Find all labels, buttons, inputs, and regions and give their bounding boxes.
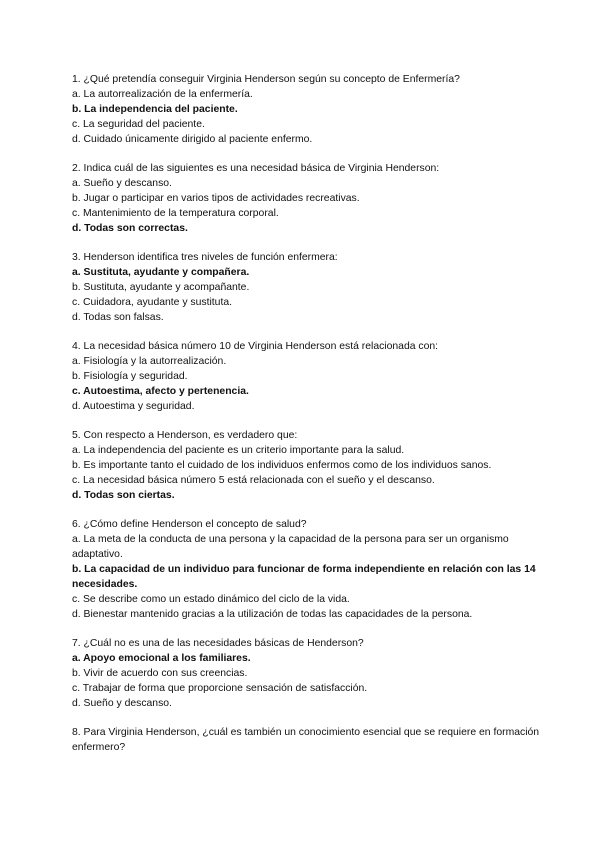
question-2: [72, 161, 560, 236]
option-c-correct: c. Autoestima, afecto y pertenencia.: [72, 386, 249, 397]
option-a-correct: a. Apoyo emocional a los familiares.: [72, 653, 251, 664]
question-6: [72, 517, 560, 622]
question-3: [72, 250, 560, 325]
option-d: d. Todas son falsas.: [72, 312, 164, 323]
option-b: b. Es importante tanto el cuidado de los individuos enfermos como de los individuos sanos.: [72, 460, 492, 471]
option-d: d. Sueño y descanso.: [72, 698, 172, 709]
question-1: [72, 72, 560, 147]
option-c: c. Cuidadora, ayudante y sustituta.: [72, 297, 232, 308]
option-a: a. Fisiología y la autorrealización.: [72, 356, 227, 367]
question-text: 8. Para Virginia Henderson, ¿cuál es también un conocimiento esencial que se requiere en formación enfermero?: [72, 727, 540, 753]
question-7: [72, 636, 560, 711]
option-c: c. Mantenimiento de la temperatura corporal.: [72, 208, 279, 219]
option-d: d. Bienestar mantenido gracias a la utilización de todas las capacidades de la persona.: [72, 609, 473, 620]
option-c: c. Se describe como un estado dinámico del ciclo de la vida.: [72, 594, 350, 605]
option-c: c. Trabajar de forma que proporcione sensación de satisfacción.: [72, 683, 368, 694]
option-d: d. Autoestima y seguridad.: [72, 401, 195, 412]
question-text: 1. ¿Qué pretendía conseguir Virginia Henderson según su concepto de Enfermería?: [72, 74, 460, 85]
option-a: a. La autorrealización de la enfermería.: [72, 89, 253, 100]
option-c: c. La necesidad básica número 5 está relacionada con el sueño y el descanso.: [72, 475, 435, 486]
question-text: 7. ¿Cuál no es una de las necesidades básicas de Henderson?: [72, 638, 364, 649]
option-b-correct: b. La capacidad de un individuo para funcionar de forma independiente en relación con las 14 necesidades.: [72, 564, 536, 590]
question-8: [72, 725, 560, 755]
option-b: b. Sustituta, ayudante y acompañante.: [72, 282, 250, 293]
option-a: a. La meta de la conducta de una persona y la capacidad de la persona para ser un organismo adaptativo.: [72, 534, 509, 560]
question-text: 5. Con respecto a Henderson, es verdadero que:: [72, 430, 298, 441]
option-b: b. Fisiología y seguridad.: [72, 371, 188, 382]
option-d-correct: d. Todas son ciertas.: [72, 490, 175, 501]
option-d: d. Cuidado únicamente dirigido al paciente enfermo.: [72, 134, 313, 145]
question-text: 2. Indica cuál de las siguientes es una necesidad básica de Virginia Henderson:: [72, 163, 440, 174]
question-text: 4. La necesidad básica número 10 de Virginia Henderson está relacionada con:: [72, 341, 439, 352]
question-5: [72, 428, 560, 503]
question-text: 3. Henderson identifica tres niveles de función enfermera:: [72, 252, 338, 263]
option-a: a. Sueño y descanso.: [72, 178, 172, 189]
option-b-correct: b. La independencia del paciente.: [72, 104, 238, 115]
option-a: a. La independencia del paciente es un criterio importante para la salud.: [72, 445, 405, 456]
option-a-correct: a. Sustituta, ayudante y compañera.: [72, 267, 250, 278]
option-b: b. Vivir de acuerdo con sus creencias.: [72, 668, 248, 679]
option-b: b. Jugar o participar en varios tipos de actividades recreativas.: [72, 193, 360, 204]
question-text: 6. ¿Cómo define Henderson el concepto de salud?: [72, 519, 307, 530]
option-d-correct: d. Todas son correctas.: [72, 223, 188, 234]
question-4: [72, 339, 560, 414]
option-c: c. La seguridad del paciente.: [72, 119, 205, 130]
